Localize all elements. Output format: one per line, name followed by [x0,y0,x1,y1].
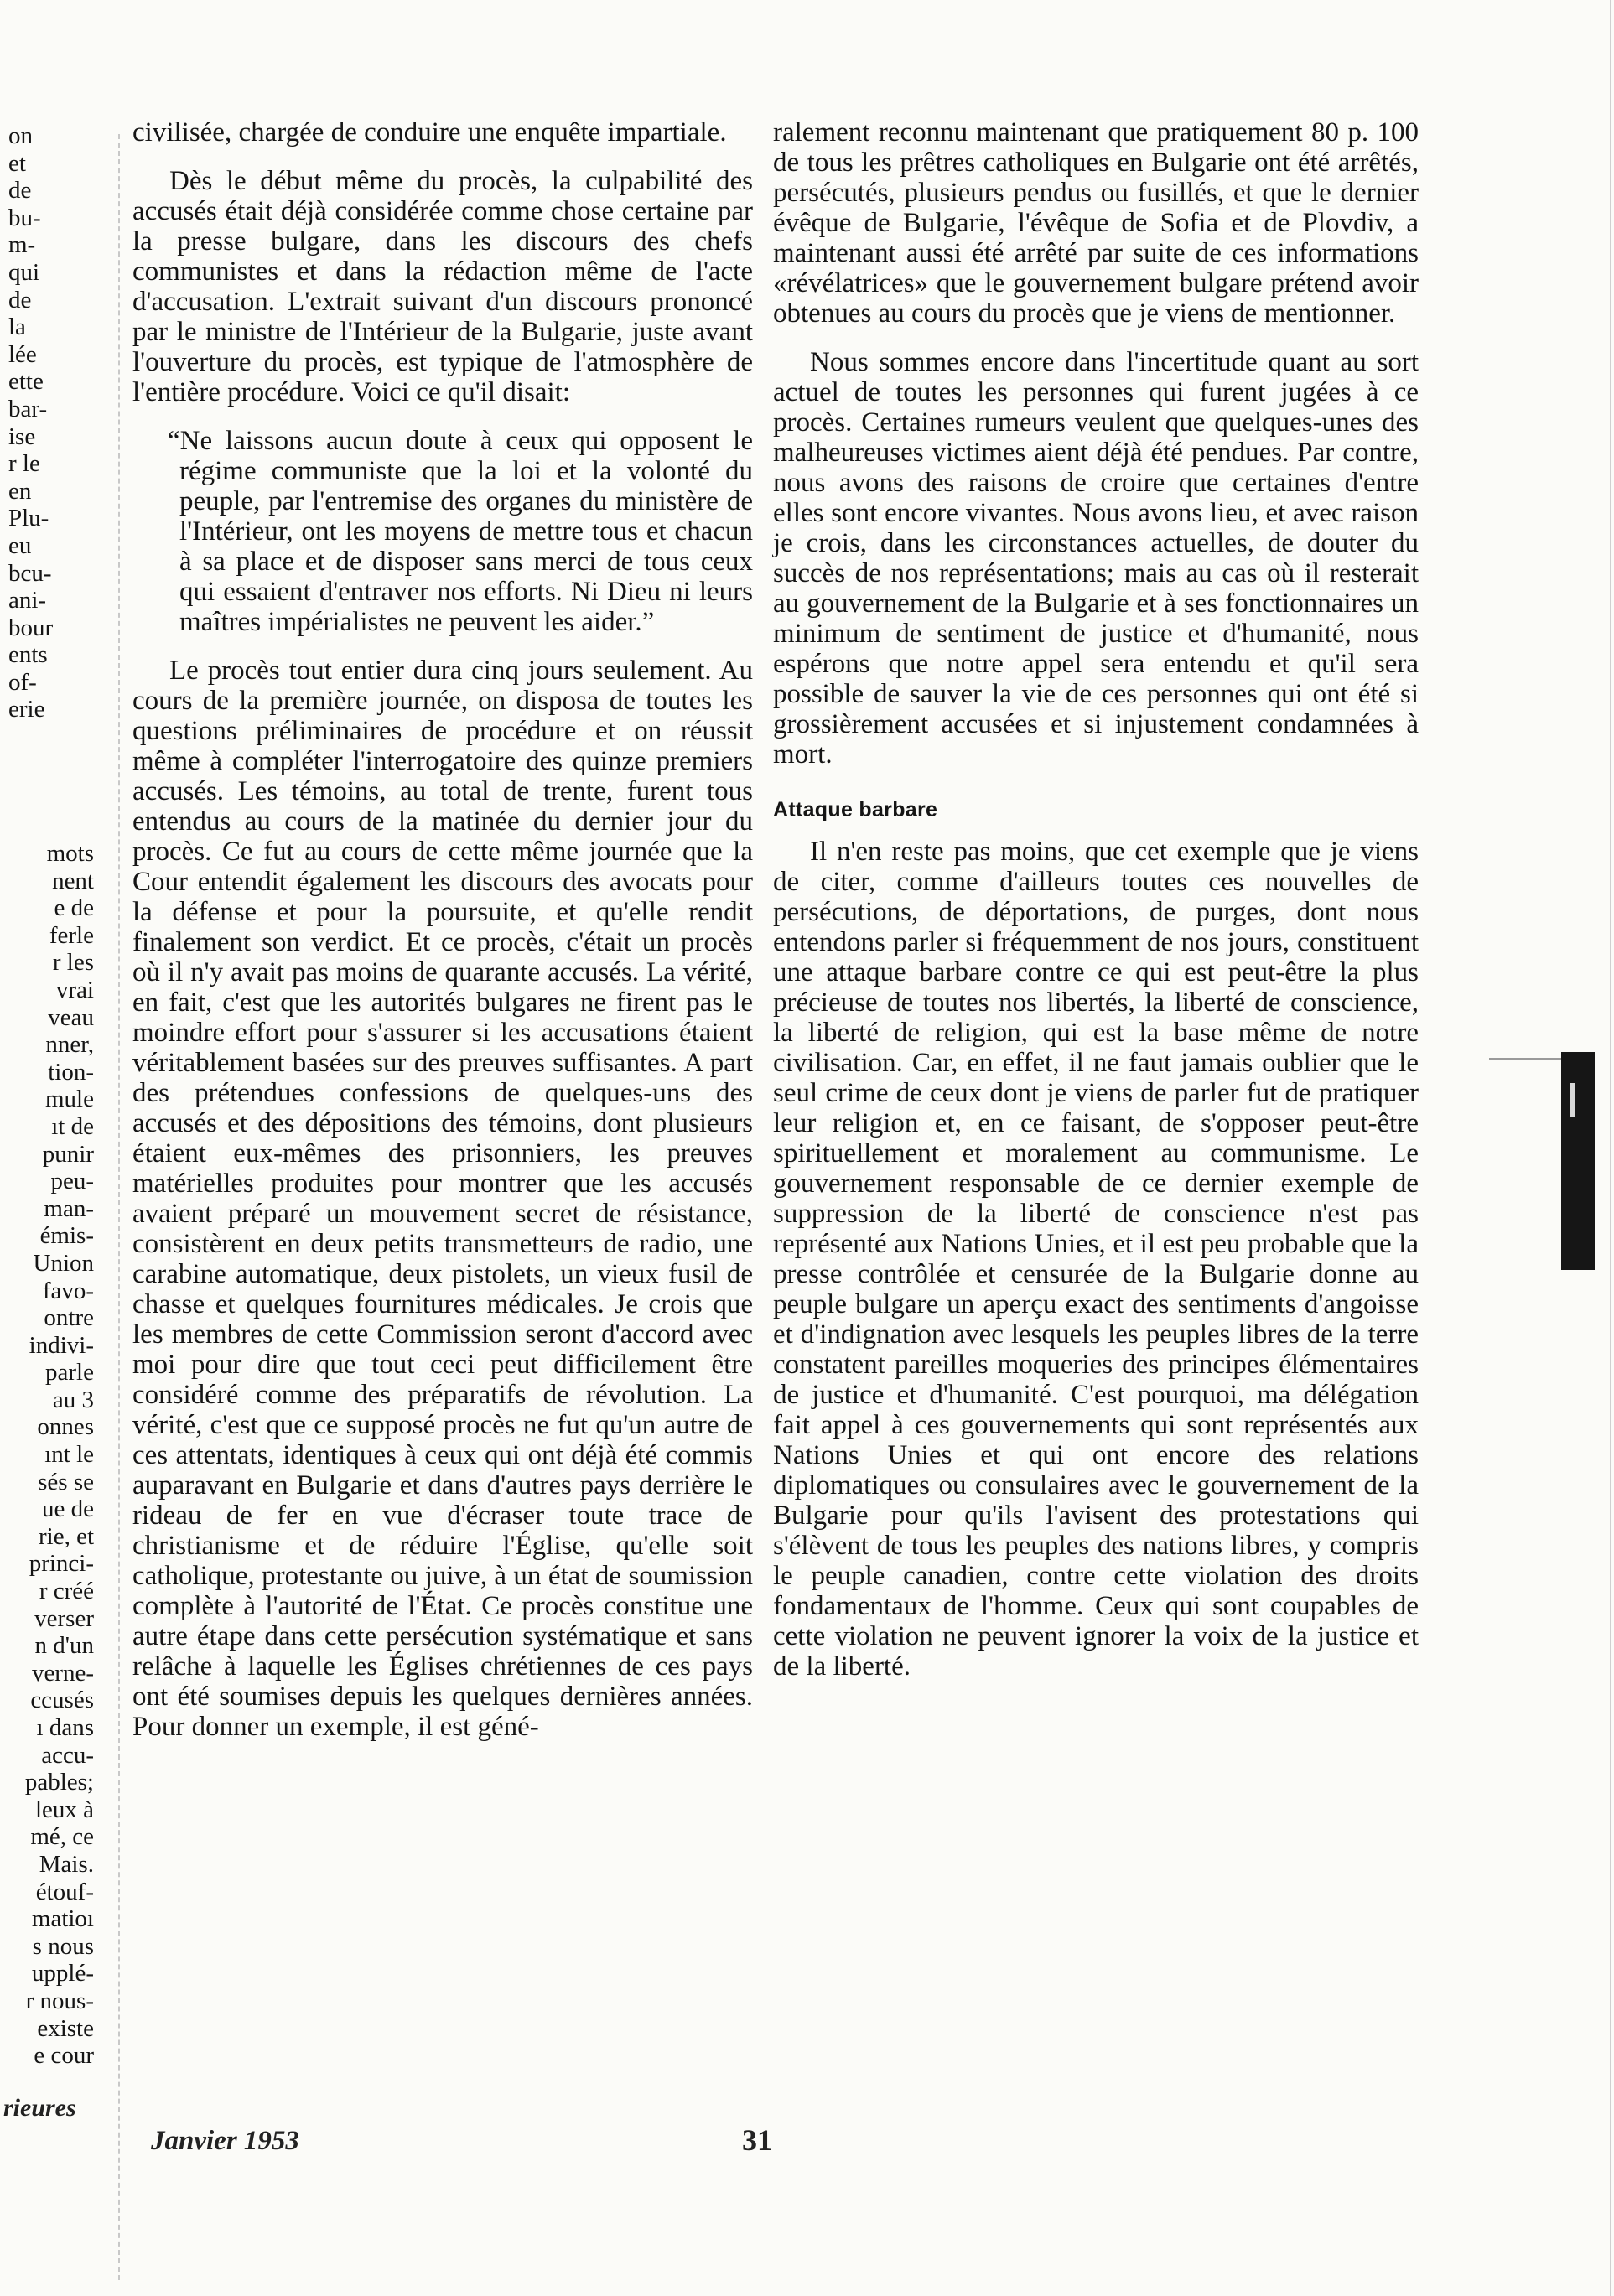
margin-fragment: man- [44,1195,94,1222]
margin-fragment: mule [45,1086,94,1113]
margin-fragment: peu- [50,1168,94,1195]
margin-fragment: ı dans [36,1714,94,1741]
margin-fragment: pables; [24,1769,94,1796]
margin-fragment: parle [45,1359,94,1386]
margin-fragment: bcu- [8,559,52,587]
margin-fragment: nent [52,867,94,894]
margin-fragment: en [8,477,32,505]
margin-fragment: erie [8,696,45,723]
margin-fragment: Union [33,1249,94,1277]
margin-fragment: on [8,122,33,149]
margin-fragment: r nous- [25,1987,94,2014]
margin-fragment: ccusés [30,1687,94,1714]
text-column-left [132,117,753,1760]
margin-fragment: ani- [8,587,47,614]
margin-fragment: ferle [49,921,94,949]
issue-date: Janvier 1953 [151,2126,299,2156]
paragraph: Nous sommes encore dans l'incertitude quant au sort actuel de toutes les personnes qui furent jugées à ce procès. Certaines rumeurs veulent que quelques-unes des malheureuses victimes aient déjà été pendues. Par contre, nous avons des raisons de croire que certaines d'entre elles sont encore vivantes. Nous avons lieu, et avec raison je crois, dans les circonstances actuelles, de douter du succès de nos représentations; mais au cas où il resterait au gouvernement de la Bulgarie et à ses fonctionnaires un minimum de sentiment de justice et d'humanité, nous espérons que notre appel sera entendu et qu'il sera possible de sauver la vie de ces personnes qui ont été si grossièrement accusées et si injustement condamnées à mort. [773,347,1419,770]
margin-fragment: ue de [42,1495,94,1523]
margin-fragment: de [8,177,32,205]
margin-fragment: s nous [32,1932,94,1960]
margin-fragment: r le [8,450,40,478]
previous-page-footer-fragment: rieures [3,2094,76,2122]
margin-fragment: princi- [29,1550,94,1578]
margin-fragment: de [8,286,32,314]
margin-fragment: e cour [34,2042,94,2070]
margin-fragment: au 3 [52,1386,94,1413]
margin-fragment: la [8,314,26,341]
margin-fragment: ise [8,422,36,450]
margin-fragment: verser [34,1604,94,1632]
margin-fragment: matioı [31,1905,94,1933]
margin-fragment-group-lower [3,840,94,2070]
margin-fragment: leux à [34,1796,94,1823]
page-number: 31 [742,2123,772,2157]
block-quote: “Ne laissons aucun doute à ceux qui opposent le régime communiste que la loi et la volonté du peuple, par l'entremise des organes du ministère de l'Intérieur, ont les moyens de mettre tous et chacun à sa place et de disposer sans merci de tous ceux qui essaient d'entraver nos efforts. Ni Dieu ni leurs maîtres impérialistes ne peuvent les aider.” [168,426,753,637]
margin-fragment: et [8,149,26,177]
margin-fragment: vrai [55,976,94,1003]
margin-fragment: nner, [45,1031,94,1059]
margin-fragment: existe [37,2014,94,2042]
margin-fragment: tion- [48,1058,94,1086]
margin-fragment: onnes [37,1413,94,1441]
page-edge-line [1610,0,1611,2296]
margin-fragment: punir [42,1140,94,1168]
margin-fragment: émis- [39,1222,94,1250]
margin-fragment: m- [8,231,36,259]
margin-fragment: Plu- [8,505,49,532]
margin-fragment-group-upper [8,122,99,723]
margin-fragment: rie, et [38,1522,94,1550]
margin-fragment: ette [8,368,44,396]
margin-fragment: lée [8,340,37,368]
paragraph: Il n'en reste pas moins, que cet exemple que je viens de citer, comme d'ailleurs toutes ces nouvelles de persécutions, de déportations, de purges, dont nous entendons parler si fréquemment de nos jours, constituent une attaque barbare contre ce qui est peut-être la plus précieuse de toutes nos libertés, la liberté de conscience, la liberté de religion, qui est la base même de notre civilisation. Car, en effet, il ne faut jamais oublier que le seul crime de ceux dont je viens de parler fut de pratiquer leur religion et, en ce faisant, de s'opposer peut-être spirituellement et moralement au communisme. Le gouvernement responsable de ce dernier exemple de suppression de la liberté de conscience n'est pas représenté aux Nations Unies, et il est peu probable que la presse contrôlée et censurée de la Bulgarie donne au peuple bulgare un aperçu exact des sentiments d'angoisse et d'indignation avec lesquels les peuples libres de la terre constatent pareilles moqueries des principes élémentaires de justice et d'humanité. C'est pourquoi, ma délégation fait appel à ces gouvernements qui sont représentés aux Nations Unies et qui ont encore des relations diplomatiques ou consulaires avec le gouvernement de la Bulgarie pour qu'ils l'avisent des protestations qui s'élèvent de tous les peuples des nations libres, y compris le peuple canadien, contre cette violation des droits fondamentaux de l'homme. Ceux qui sont coupables de cette violation ne peuvent ignorer la voix de la justice et de la liberté. [773,837,1419,1682]
margin-fragment: eu [8,531,32,559]
paragraph: ralement reconnu maintenant que pratiquement 80 p. 100 de tous les prêtres catholiques en Bulgarie ont été arrêtés, persécutés, plusieurs pendus ou fusillés, et que le dernier évêque de Bulgarie, l'évêque de Sofia et de Plovdiv, a maintenant aussi été arrêté par suite de ces informations «révélatrices» que le gouvernement bulgare prétend avoir obtenues au cours du procès que je viens de mentionner. [773,117,1419,329]
margin-fragment: ıt de [51,1112,94,1140]
margin-fragment: ontre [44,1304,94,1332]
margin-fragment: bu- [8,204,41,231]
margin-fragment: n d'un [34,1632,94,1660]
margin-fragment: r créé [39,1578,94,1605]
margin-fragment: sés se [38,1468,94,1495]
margin-fragment: mé, ce [30,1823,94,1851]
margin-fragment: veau [48,1003,94,1031]
paragraph: Dès le début même du procès, la culpabilité des accusés était déjà considérée comme chose certaine par la presse bulgare, dans les discours des chefs communistes et dans la rédaction même de l'acte d'accusation. L'extrait suivant d'un discours prononcé par le ministre de l'Intérieur de la Bulgarie, juste avant l'ouverture du procès, est typique de l'atmosphère de l'entière procédure. Voici ce qu'il disait: [132,166,753,407]
margin-fragment: Mais. [39,1850,94,1878]
margin-fragment: verne- [31,1659,94,1687]
edge-thumb-tab [1561,1052,1595,1270]
margin-fragment: étouf- [35,1878,94,1905]
margin-fragment: favo- [42,1277,94,1304]
margin-fragment: e de [54,894,94,922]
margin-fragment: accu- [41,1741,94,1769]
paragraph: Le procès tout entier dura cinq jours seulement. Au cours de la première journée, on disposa de toutes les questions préliminaires de procédure et on réussit même à compléter l'interrogatoire des quinze premiers accusés. Les témoins, au total de trente, furent tous entendus au cours de la matinée du dernier jour du procès. Ce fut au cours de cette même journée que la Cour entendit également les discours des avocats pour la défense et pour la poursuite, et qu'elle rendit finalement son verdict. Et ce procès, c'était un procès où il n'y avait pas moins de quarante accusés. La vérité, en fait, c'est que les autorités bulgares ne firent pas le moindre effort pour s'assurer si les accusations étaient véritablement basées sur des preuves suffisantes. A part des prétendues confessions de quelques-uns des accusés et des dépositions des témoins, dont plusieurs étaient eux-mêmes des prisonniers, les preuves matérielles produites pour montrer que les accusés avaient préparé un mouvement secret de résistance, consistèrent en deux petits transmetteurs de radio, une carabine automatique, deux pistolets, un vieux fusil de chasse et quelques fournitures médicales. Je crois que les membres de cette Commission seront d'accord avec moi pour dire que tout ceci peut difficilement être considéré comme des préparatifs de révolution. La vérité, c'est que ce supposé procès ne fut qu'un autre de ces attentats, identiques à ceux qui ont déjà été commis auparavant en Bulgarie et dans d'autres pays derrière le rideau de fer en vue d'écraser toute trace de christianisme et de réduire l'Église, qu'elle soit catholique, protestante ou juive, à un état de soumission complète à l'autorité de l'État. Ce procès constitue une autre étape dans cette persécution systématique et sans relâche à laquelle les Églises chrétiennes de ces pays ont été soumises depuis les quelques dernières années. Pour donner un exemple, il est géné- [132,656,753,1742]
margin-fragment: ınt le [44,1441,94,1469]
text-column-right [773,117,1419,1700]
margin-fragment: bour [8,614,54,641]
margin-fragment: r les [52,949,94,977]
column-divider [118,134,120,2280]
margin-fragment: indivi- [29,1331,94,1359]
margin-fragment: bar- [8,395,48,422]
edge-mark [1489,1058,1561,1060]
margin-fragment: upplé- [31,1960,94,1988]
margin-fragment: mots [46,840,94,867]
section-heading: Attaque barbare [773,798,938,821]
margin-fragment: qui [8,258,40,286]
margin-fragment: of- [8,668,37,696]
margin-fragment: ents [8,641,48,669]
paragraph: civilisée, chargée de conduire une enquête impartiale. [132,117,727,148]
edge-thumb-tab-notch [1570,1083,1575,1117]
